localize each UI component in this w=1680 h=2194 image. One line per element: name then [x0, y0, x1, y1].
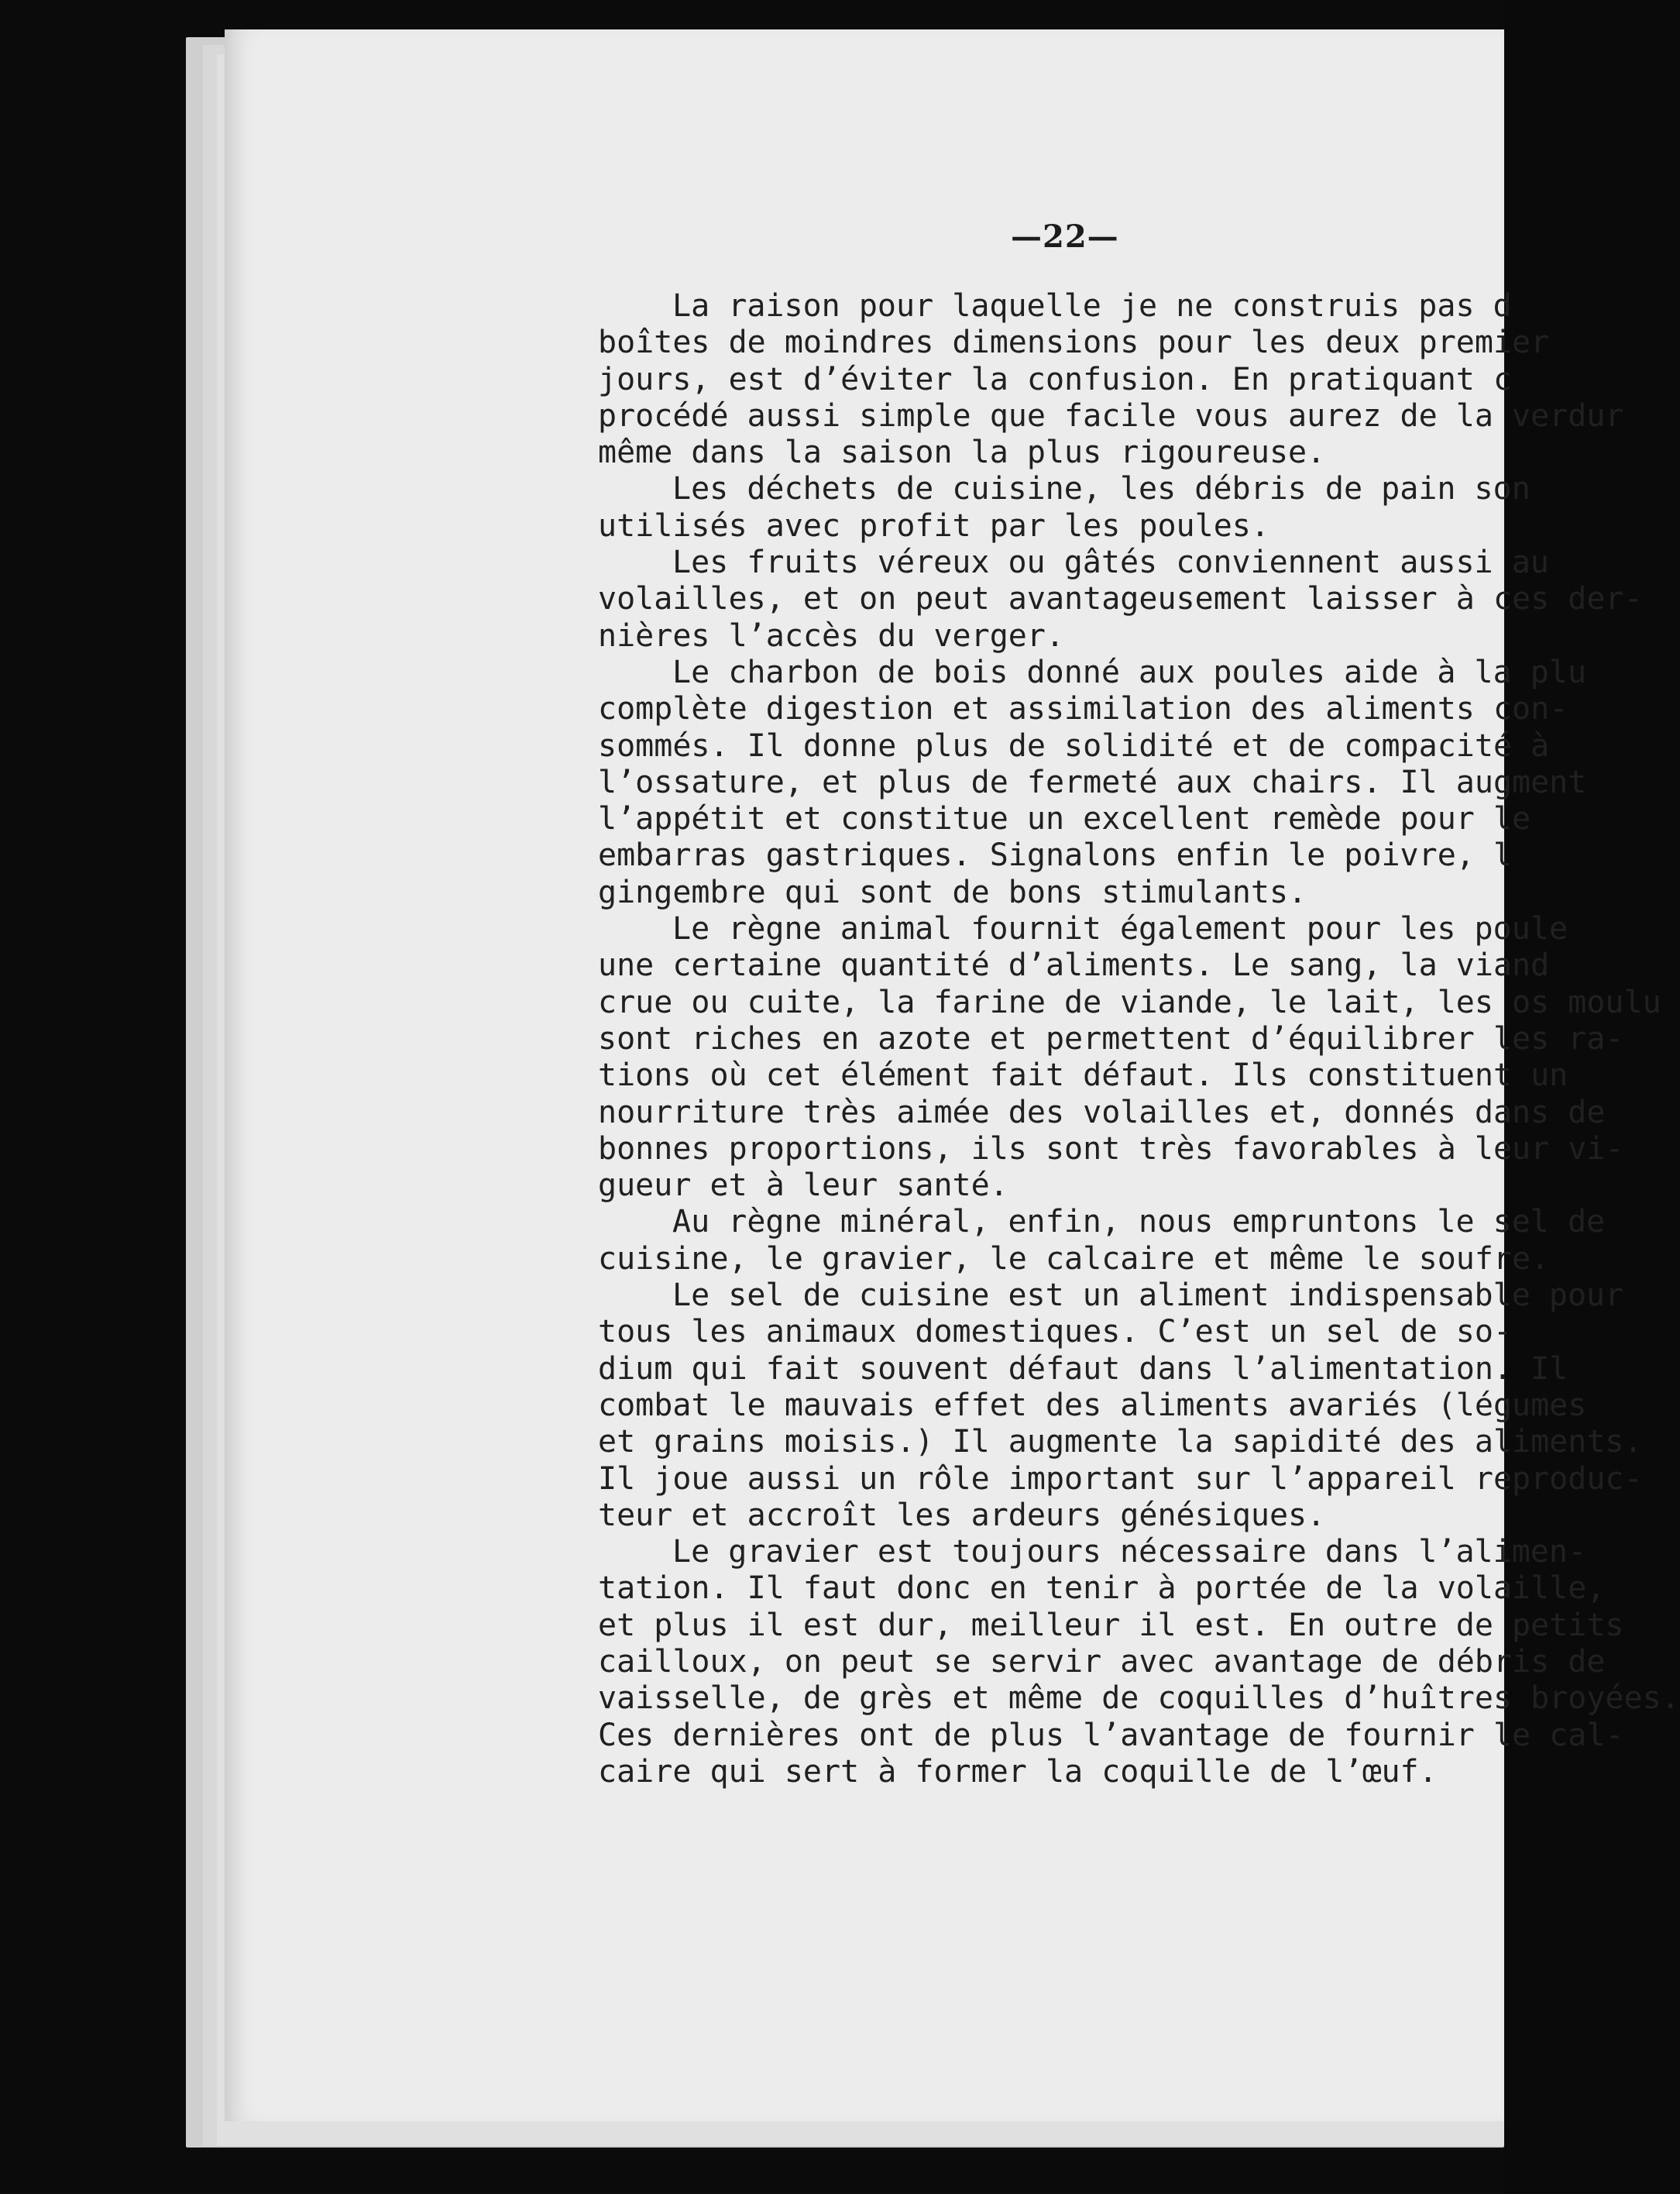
text-line: tous les animaux domestiques. C’est un sel de so-: [598, 1314, 1513, 1350]
text-line: Le règne animal fournit également pour les poule: [672, 911, 1568, 947]
text-line: tions où cet élément fait défaut. Ils constituent un: [598, 1057, 1568, 1094]
text-line: Le sel de cuisine est un aliment indispensable pour: [672, 1278, 1624, 1314]
text-line: Le gravier est toujours nécessaire dans l’alimen-: [672, 1534, 1587, 1570]
text-line: tation. Il faut donc en tenir à portée de la volaille,: [598, 1570, 1606, 1607]
text-line: procédé aussi simple que facile vous aurez de la verdur: [598, 397, 1624, 434]
text-line: dium qui fait souvent défaut dans l’alimentation. Il: [598, 1350, 1568, 1387]
text-line: combat le mauvais effet des aliments avariés (légumes: [598, 1387, 1587, 1423]
text-line: nières l’accès du verger.: [598, 617, 1065, 654]
text-line: Le charbon de bois donné aux poules aide à la plu: [672, 654, 1587, 690]
text-line: Au règne minéral, enfin, nous empruntons le sel de: [672, 1204, 1606, 1240]
text-line: utilisés avec profit par les poules.: [598, 507, 1269, 544]
text-line: sommés. Il donne plus de solidité et de compacité à: [598, 727, 1550, 764]
text-line: même dans la saison la plus rigoureuse.: [598, 435, 1326, 471]
page-number: —22—: [1011, 218, 1119, 255]
body-text: [598, 288, 1680, 1790]
text-line: l’appétit et constitue un excellent remède pour le: [598, 801, 1531, 837]
text-line: gingembre qui sont de bons stimulants.: [598, 874, 1307, 910]
text-line: gueur et à leur santé.: [598, 1167, 1008, 1204]
text-line: boîtes de moindres dimensions pour les deux premier: [598, 325, 1550, 361]
text-line: jours, est d’éviter la confusion. En pratiquant c: [598, 361, 1513, 397]
text-line: embarras gastriques. Signalons enfin le poivre, l: [598, 837, 1513, 874]
text-line: et plus il est dur, meilleur il est. En outre de petits: [598, 1607, 1624, 1643]
text-line: caire qui sert à former la coquille de l’œuf.: [598, 1753, 1438, 1790]
text-line: et grains moisis.) Il augmente la sapidité des aliments.: [598, 1424, 1643, 1460]
text-line: cailloux, on peut se servir avec avantage de débris de: [598, 1643, 1606, 1680]
text-line: l’ossature, et plus de fermeté aux chairs. Il augment: [598, 764, 1587, 800]
text-line: volailles, et on peut avantageusement laisser à ces der-: [598, 581, 1643, 617]
text-line: bonnes proportions, ils sont très favorables à leur vi-: [598, 1130, 1624, 1167]
text-line: nourriture très aimée des volailles et, donnés dans de: [598, 1094, 1606, 1130]
text-line: Les fruits véreux ou gâtés conviennent aussi au: [672, 545, 1549, 581]
text-line: Les déchets de cuisine, les débris de pain son: [672, 471, 1531, 507]
text-line: vaisselle, de grès et même de coquilles d’huîtres broyées.: [598, 1680, 1680, 1717]
text-line: sont riches en azote et permettent d’équilibrer les ra-: [598, 1020, 1624, 1057]
text-line: Il joue aussi un rôle important sur l’appareil reproduc-: [598, 1460, 1643, 1497]
text-line: une certaine quantité d’aliments. Le sang, la viand: [598, 947, 1550, 984]
text-line: complète digestion et assimilation des aliments con-: [598, 691, 1568, 727]
text-line: teur et accroît les ardeurs génésiques.: [598, 1497, 1326, 1533]
text-line: La raison pour laquelle je ne construis pas d: [672, 288, 1512, 324]
text-line: cuisine, le gravier, le calcaire et même le soufre.: [598, 1240, 1550, 1277]
text-line: crue ou cuite, la farine de viande, le lait, les os moulu: [598, 984, 1661, 1020]
text-line: Ces dernières ont de plus l’avantage de fournir le cal-: [598, 1717, 1624, 1753]
